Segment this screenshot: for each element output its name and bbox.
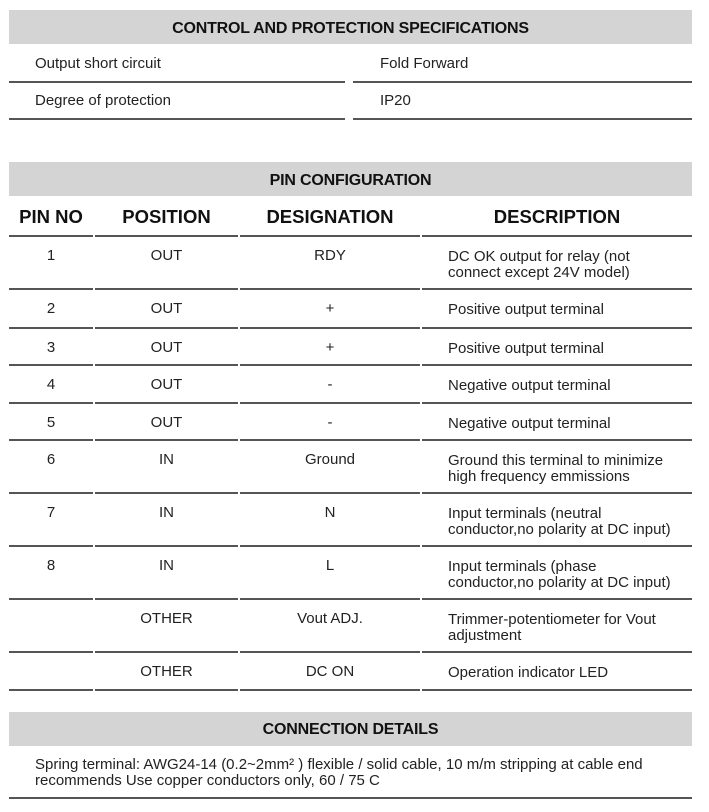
divider — [240, 288, 420, 290]
divider — [9, 492, 93, 494]
divider — [240, 651, 420, 653]
pin-section-title: PIN CONFIGURATION — [9, 162, 692, 196]
pin-position: OUT — [150, 376, 183, 393]
divider — [422, 545, 692, 547]
pin-description: Operation indicator LED — [448, 664, 609, 681]
divider — [240, 492, 420, 494]
pin-position: IN — [159, 557, 174, 574]
spec-label-protection: Degree of protection — [35, 92, 171, 109]
col-header-designation: DESIGNATION — [266, 206, 394, 227]
col-header-pin-no: PIN NO — [19, 206, 83, 227]
divider — [353, 118, 692, 120]
divider — [9, 364, 93, 366]
pin-designation: + — [325, 300, 335, 317]
pin-description: Negative output terminal — [448, 377, 611, 394]
pin-description: Trimmer-potentiometer for Vout — [448, 611, 656, 628]
pin-position: OTHER — [140, 663, 193, 680]
pin-description: adjustment — [448, 627, 522, 644]
divider — [422, 598, 692, 600]
pin-description: Negative output terminal — [448, 415, 611, 432]
col-header-position: POSITION — [122, 206, 211, 227]
divider — [95, 545, 238, 547]
divider — [9, 439, 93, 441]
divider — [95, 689, 238, 691]
pin-designation: - — [327, 376, 333, 393]
pin-position: IN — [159, 451, 174, 468]
pin-position: OTHER — [140, 610, 193, 627]
divider — [353, 81, 692, 83]
pin-description: conductor,no polarity at DC input) — [448, 521, 671, 538]
divider — [422, 364, 692, 366]
pin-description: Input terminals (phase — [448, 558, 597, 575]
divider — [95, 439, 238, 441]
pin-position: IN — [159, 504, 174, 521]
divider — [240, 598, 420, 600]
pin-designation: - — [327, 414, 333, 431]
divider — [240, 235, 420, 237]
divider — [95, 327, 238, 329]
divider — [240, 439, 420, 441]
divider — [422, 492, 692, 494]
divider — [240, 364, 420, 366]
divider — [95, 598, 238, 600]
connection-text-line-2: recommends Use copper conductors only, 60 / 75 C — [35, 772, 380, 789]
divider — [422, 402, 692, 404]
divider — [9, 689, 93, 691]
pin-description: Input terminals (neutral — [448, 505, 602, 522]
divider — [422, 235, 692, 237]
pin-description: Ground this terminal to minimize — [448, 452, 664, 469]
divider — [9, 651, 93, 653]
pin-number: 1 — [46, 247, 56, 264]
divider — [95, 651, 238, 653]
control-section-title: CONTROL AND PROTECTION SPECIFICATIONS — [9, 10, 692, 44]
divider — [422, 288, 692, 290]
connection-text-line-1: Spring terminal: AWG24-14 (0.2~2mm² ) flexible / solid cable, 10 m/m stripping at cable end — [35, 756, 643, 773]
divider — [9, 402, 93, 404]
pin-number: 8 — [46, 557, 56, 574]
pin-number: 5 — [46, 414, 56, 431]
divider — [9, 118, 345, 120]
divider — [240, 402, 420, 404]
pin-description: conductor,no polarity at DC input) — [448, 574, 671, 591]
divider — [422, 689, 692, 691]
divider — [9, 288, 93, 290]
pin-designation: Ground — [304, 451, 356, 468]
pin-number: 6 — [46, 451, 56, 468]
pin-position: OUT — [150, 414, 183, 431]
pin-position: OUT — [150, 247, 183, 264]
divider — [9, 545, 93, 547]
divider — [95, 492, 238, 494]
pin-description: Positive output terminal — [448, 340, 604, 357]
divider — [95, 364, 238, 366]
pin-designation: L — [325, 557, 335, 574]
pin-description: DC OK output for relay (not — [448, 248, 630, 265]
divider — [9, 235, 93, 237]
pin-description: high frequency emmissions — [448, 468, 630, 485]
divider — [95, 288, 238, 290]
divider — [240, 545, 420, 547]
pin-number: 2 — [46, 300, 56, 317]
divider — [9, 81, 345, 83]
spec-value-short-circuit: Fold Forward — [380, 55, 469, 72]
pin-designation: RDY — [314, 247, 346, 264]
pin-designation: Vout ADJ. — [297, 610, 363, 627]
pin-designation: + — [325, 339, 335, 356]
spec-label-short-circuit: Output short circuit — [35, 55, 161, 72]
divider — [9, 327, 93, 329]
pin-description: connect except 24V model) — [448, 264, 630, 281]
divider — [422, 327, 692, 329]
divider — [9, 797, 692, 799]
pin-number: 4 — [46, 376, 56, 393]
spec-value-protection: IP20 — [380, 92, 411, 109]
connection-section-title: CONNECTION DETAILS — [9, 712, 692, 746]
pin-position: OUT — [150, 339, 183, 356]
divider — [422, 651, 692, 653]
divider — [240, 327, 420, 329]
col-header-description: DESCRIPTION — [493, 206, 621, 227]
pin-description: Positive output terminal — [448, 301, 604, 318]
divider — [95, 402, 238, 404]
pin-designation: N — [324, 504, 336, 521]
divider — [240, 689, 420, 691]
pin-designation: DC ON — [305, 663, 355, 680]
divider — [422, 439, 692, 441]
divider — [9, 598, 93, 600]
divider — [95, 235, 238, 237]
pin-number: 7 — [46, 504, 56, 521]
pin-position: OUT — [150, 300, 183, 317]
pin-number: 3 — [46, 339, 56, 356]
